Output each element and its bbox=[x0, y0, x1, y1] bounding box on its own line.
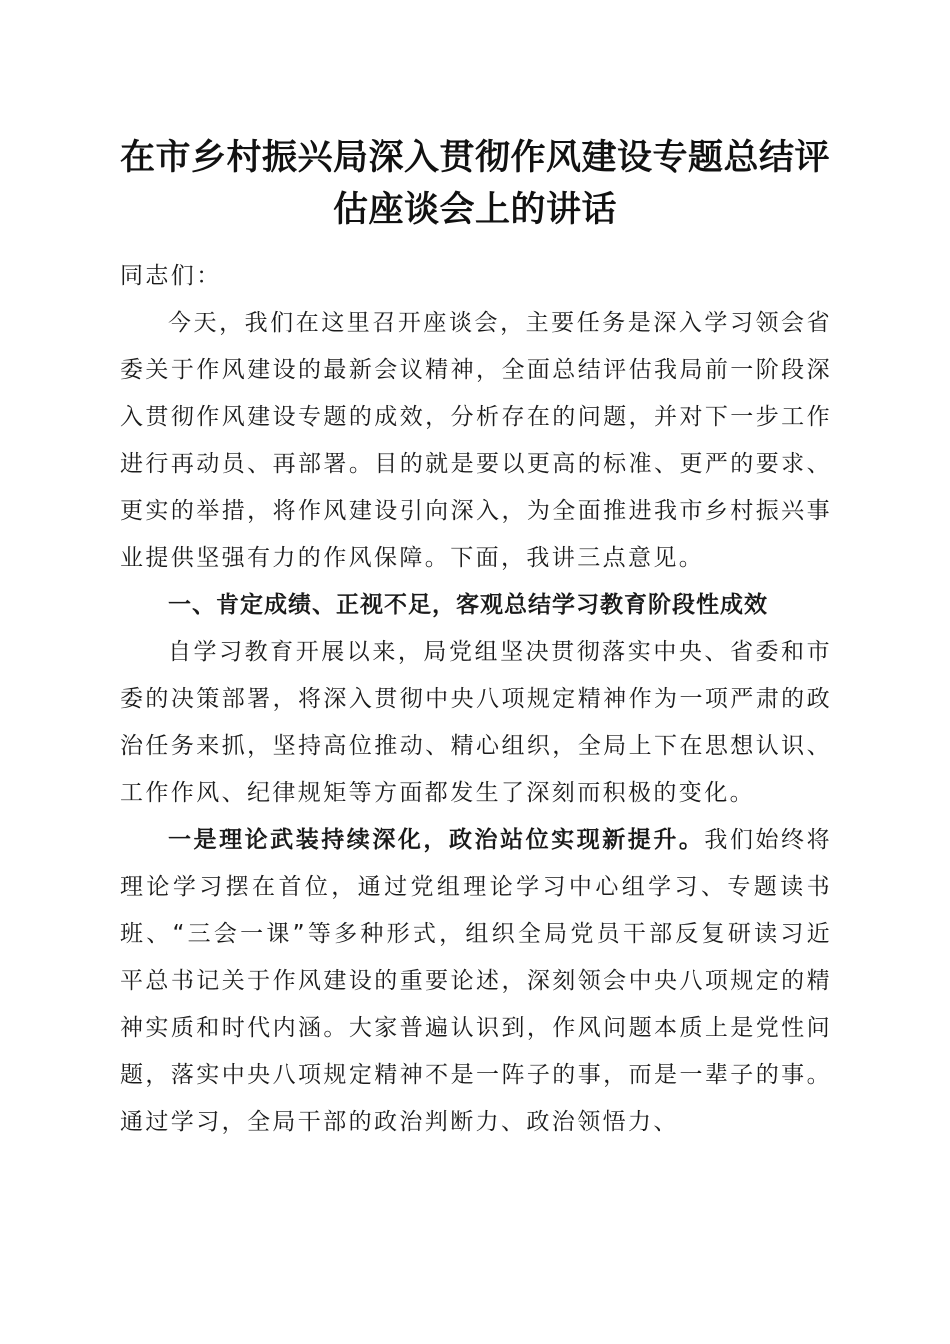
document-title bbox=[100, 132, 850, 236]
section-heading-1: 一、肯定成绩、正视不足，客观总结学习教育阶段性成效 bbox=[168, 592, 768, 618]
title-line-2: 估座谈会上的讲话 bbox=[332, 189, 617, 230]
point-1-lead: 一是理论武装持续深化，政治站位实现新提升。 bbox=[168, 827, 705, 853]
section-1-paragraph: 自学习教育开展以来，局党组坚决贯彻落实中央、省委和市委的决策部署，将深入贯彻中央八项规定精神作为一项严肃的政治任务来抓，坚持高位推动、精心组织，全局上下在思想认识、工作作风、纪律规矩等方面都发生了深刻而积极的变化。 bbox=[120, 639, 832, 806]
salutation: 同志们： bbox=[120, 263, 222, 289]
title-line-1: 在市乡村振兴局深入贯彻作风建设专题总结评 bbox=[119, 137, 830, 178]
point-1-paragraph bbox=[120, 817, 832, 1146]
point-1-body: 我们始终将理论学习摆在首位，通过党组理论学习中心组学习、专题读书班、“三会一课”等多种形式，组织全局党员干部反复研读习近平总书记关于作风建设的重要论述，深刻领会中央八项规定的精神实质和时代内涵。大家普遍认识到，作风问题本质上是党性问题，落实中央八项规定精神不是一阵子的事，而是一辈子的事。通过学习，全局干部的政治判断力、政治领悟力、 bbox=[120, 827, 832, 1135]
intro-paragraph: 今天，我们在这里召开座谈会，主要任务是深入学习领会省委关于作风建设的最新会议精神，全面总结评估我局前一阶段深入贯彻作风建设专题的成效，分析存在的问题，并对下一步工作进行再动员、再部署。目的就是要以更高的标准、更严的要求、更实的举措，将作风建设引向深入，为全面推进我市乡村振兴事业提供坚强有力的作风保障。下面，我讲三点意见。 bbox=[120, 310, 832, 571]
document-body bbox=[120, 253, 832, 1146]
